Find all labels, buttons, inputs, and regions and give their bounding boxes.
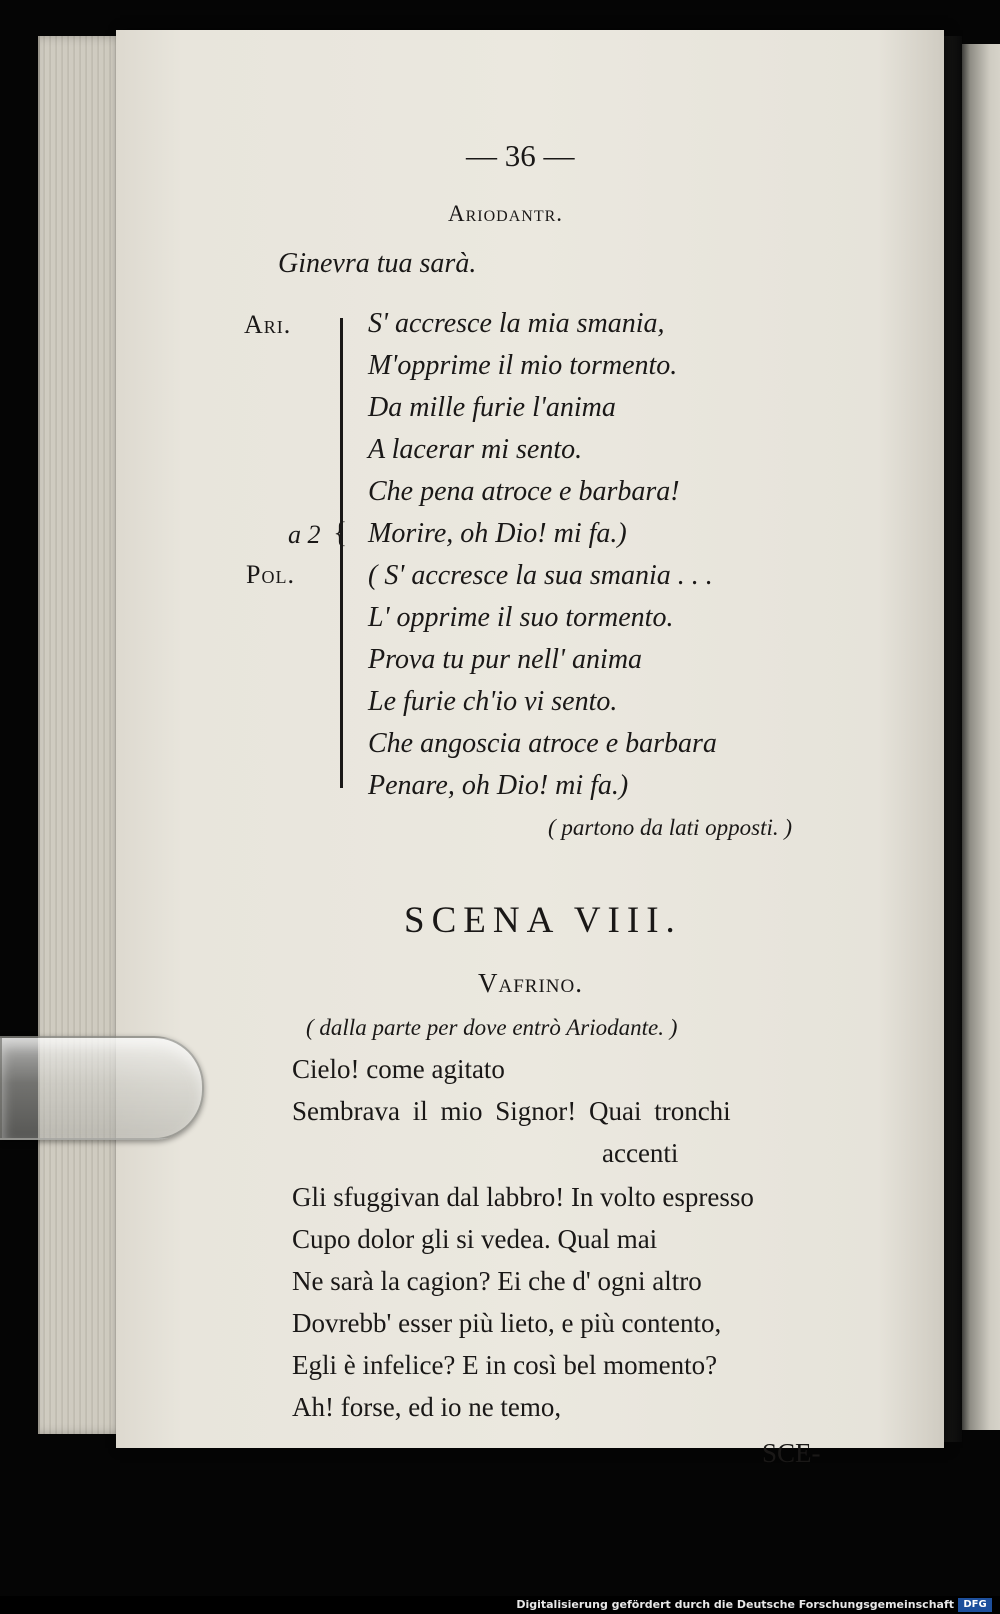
duet-line: Da mille furie l'anima [368, 392, 616, 423]
speaker-label-pol: Pol. [246, 560, 295, 589]
monologue-line: Sembrava il mio Signor! Quai tronchi [292, 1096, 731, 1126]
duet-line: M'opprime il mio tormento. [368, 350, 678, 381]
duet-line: Le furie ch'io vi sento. [368, 686, 618, 717]
duet-brace-point: { [333, 516, 348, 549]
catchword: SCE- [762, 1438, 821, 1468]
scene-title: SCENA VIII. [404, 900, 682, 941]
duet-line: Morire, oh Dio! mi fa.) [368, 518, 627, 549]
monologue-line: Egli è infelice? E in così bel momento? [292, 1350, 718, 1380]
dfg-logo-icon: DFG [958, 1598, 992, 1612]
speaker-label-a2: a 2 [288, 520, 321, 549]
monologue-line: Cupo dolor gli si vedea. Qual mai [292, 1224, 658, 1254]
page-number: — 36 — [466, 138, 575, 173]
speaker-header: Ariodantr. [448, 201, 564, 226]
monologue-line: Ah! forse, ed io ne temo, [292, 1392, 562, 1422]
facing-page-edge [960, 44, 1000, 1430]
opening-line: Ginevra tua sarà. [278, 248, 477, 279]
duet-line: L' opprime il suo tormento. [368, 602, 674, 633]
entry-stage-direction: ( dalla parte per dove entrò Ariodante. ) [306, 1015, 678, 1040]
duet-line: ( S' accresce la sua smania . . . [368, 560, 713, 591]
duet-line: Che pena atroce e barbara! [368, 476, 680, 507]
footer-credit: Digitalisierung gefördert durch die Deutsche Forschungsgemeinschaft [516, 1598, 954, 1611]
monologue-line: Cielo! come agitato [292, 1054, 505, 1084]
duet-brace [340, 318, 343, 788]
duet-line: Prova tu pur nell' anima [368, 644, 643, 675]
speaker-label-ari: Ari. [244, 310, 292, 339]
exit-stage-direction: ( partono da lati opposti. ) [548, 815, 793, 840]
glass-page-holder [0, 1036, 204, 1140]
monologue-line: Gli sfuggivan dal labbro! In volto espresso [292, 1182, 754, 1212]
duet-line: A lacerar mi sento. [368, 434, 583, 465]
duet-line: Penare, oh Dio! mi fa.) [368, 770, 629, 801]
duet-line: Che angoscia atroce e barbara [368, 728, 717, 759]
monologue-line: Ne sarà la cagion? Ei che d' ogni altro [292, 1266, 702, 1296]
character-name: Vafrino. [478, 968, 583, 998]
monologue-line: accenti [602, 1138, 679, 1168]
duet-line: S' accresce la mia smania, [368, 308, 665, 339]
monologue-line: Dovrebb' esser più lieto, e più contento, [292, 1308, 722, 1338]
